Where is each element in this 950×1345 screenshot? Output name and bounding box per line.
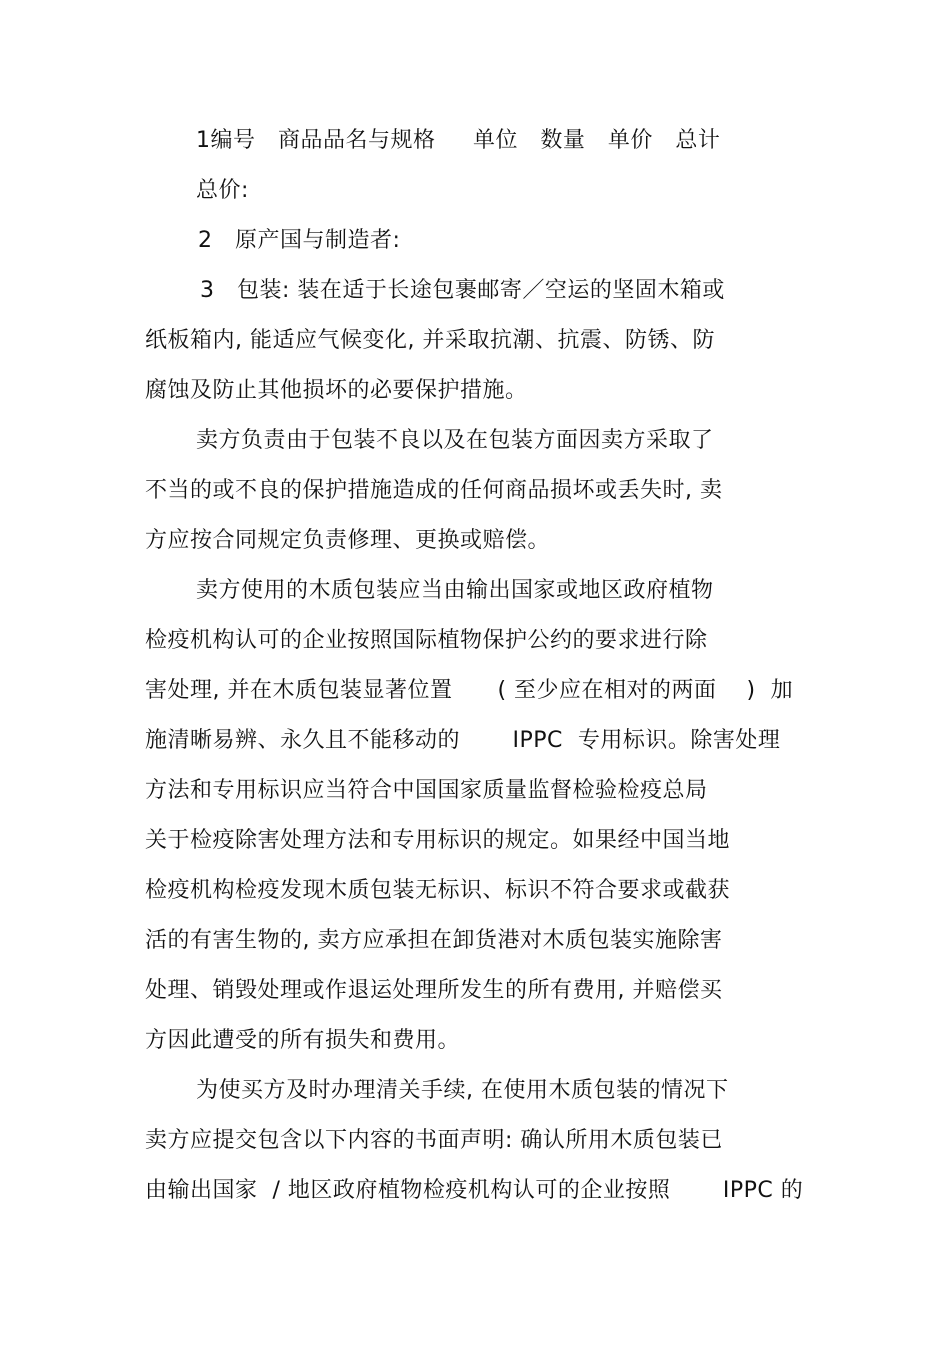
packing-clause-line-3: 腐蚀及防止其他损坏的必要保护措施。 <box>145 378 528 403</box>
wood-packaging-line-10: 方因此遭受的所有损失和费用。 <box>145 1028 461 1053</box>
item-table-header: 1编号 商品品名与规格 单位 数量 单价 总计 <box>196 128 721 153</box>
customs-clearance-line-3: 由输出国家 / 地区政府植物检疫机构认可的企业按照 IPPC 的 <box>145 1178 804 1203</box>
wood-packaging-line-7: 检疫机构检疫发现木质包装无标识、标识不符合要求或截获 <box>145 878 731 903</box>
packing-clause-line-2: 纸板箱内, 能适应气候变化, 并采取抗潮、抗震、防锈、防 <box>145 328 715 353</box>
packing-clause-line-1: 3 包装: 装在适于长途包裹邮寄／空运的坚固木箱或 <box>200 278 725 303</box>
wood-packaging-line-2: 检疫机构认可的企业按照国际植物保护公约的要求进行除 <box>145 628 708 653</box>
origin-manufacturer-label: 2 原产国与制造者: <box>198 228 401 253</box>
customs-clearance-line-2: 卖方应提交包含以下内容的书面声明: 确认所用木质包装已 <box>145 1128 723 1153</box>
wood-packaging-line-6: 关于检疫除害处理方法和专用标识的规定。如果经中国当地 <box>145 828 731 853</box>
wood-packaging-line-5: 方法和专用标识应当符合中国国家质量监督检验检疫总局 <box>145 778 708 803</box>
customs-clearance-line-1: 为使买方及时办理清关手续, 在使用木质包装的情况下 <box>196 1078 729 1103</box>
wood-packaging-line-3: 害处理, 并在木质包装显著位置 ( 至少应在相对的两面 ) 加 <box>145 678 794 703</box>
wood-packaging-line-8: 活的有害生物的, 卖方应承担在卸货港对木质包装实施除害 <box>145 928 723 953</box>
seller-liability-line-3: 方应按合同规定负责修理、更换或赔偿。 <box>145 528 551 553</box>
total-price-label: 总价: <box>196 178 249 203</box>
wood-packaging-line-9: 处理、销毁处理或作退运处理所发生的所有费用, 并赔偿买 <box>145 978 723 1003</box>
seller-liability-line-2: 不当的或不良的保护措施造成的任何商品损坏或丢失时, 卖 <box>145 478 723 503</box>
wood-packaging-line-1: 卖方使用的木质包装应当由输出国家或地区政府植物 <box>196 578 714 603</box>
wood-packaging-line-4: 施清晰易辨、永久且不能移动的 IPPC 专用标识。除害处理 <box>145 728 781 753</box>
seller-liability-line-1: 卖方负责由于包装不良以及在包装方面因卖方采取了 <box>196 428 714 453</box>
